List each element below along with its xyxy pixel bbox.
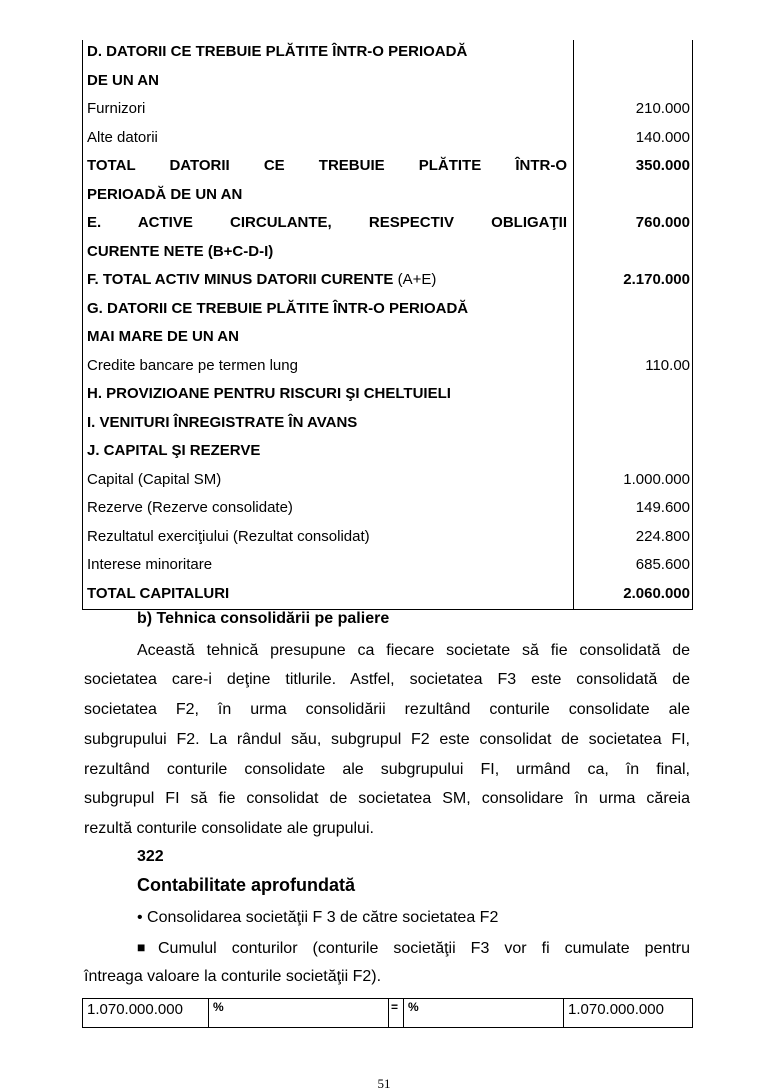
table-row xyxy=(83,95,694,123)
row-label-text: Furnizori xyxy=(87,100,146,117)
credit-account: % xyxy=(408,1000,419,1014)
cell-divider xyxy=(563,999,564,1027)
row-label xyxy=(87,437,567,465)
row-value: 2.170.000 xyxy=(623,271,690,288)
row-label-text: I. VENITURI ÎNREGISTRATE ÎN AVANS xyxy=(87,413,358,431)
section-heading: b) Tehnica consolidării pe paliere xyxy=(137,610,390,627)
table-row xyxy=(83,523,694,551)
row-label xyxy=(87,494,567,522)
row-value: 760.000 xyxy=(635,214,690,231)
table-row xyxy=(83,580,694,608)
row-label-text: CURENTE NETE (B+C-D-I) xyxy=(87,242,274,260)
debit-account: % xyxy=(213,1000,224,1014)
row-value: 2.060.000 xyxy=(623,584,690,602)
bullet-item: • Consolidarea societăţii F 3 de către societatea F2 xyxy=(137,909,499,926)
paragraph-line: subgrupul FI să fie consolidat de societatea SM, consolidare în urma căreia xyxy=(84,790,690,807)
row-label xyxy=(87,409,567,437)
row-label-suffix: (A+E) xyxy=(393,271,437,288)
row-value: 149.600 xyxy=(635,499,690,516)
row-label xyxy=(87,523,567,551)
page-number: 51 xyxy=(377,1076,391,1091)
table-row xyxy=(83,238,694,266)
table-row xyxy=(83,466,694,494)
table-row xyxy=(83,181,694,209)
balance-sheet-table xyxy=(82,40,693,610)
row-label-text: Credite bancare pe termen lung xyxy=(87,356,298,374)
equals-sign: = xyxy=(391,1000,399,1014)
row-label-text: DE UN AN xyxy=(87,71,159,89)
row-label xyxy=(87,352,567,380)
row-label xyxy=(87,580,567,608)
row-value: 140.000 xyxy=(635,128,690,146)
row-label xyxy=(87,67,567,95)
row-label-text: Interese minoritare xyxy=(87,556,213,573)
paragraph-line: subgrupului F2. La rândul său, subgrupul F2 este consolidat de societatea FI, xyxy=(84,731,690,748)
paragraph-line: societatea care-i deţine titlurile. Astfel, societatea F3 este consolidată de xyxy=(84,671,690,688)
row-label-text: E. ACTIVE CIRCULANTE, RESPECTIV OBLIGAŢII xyxy=(87,214,567,231)
row-label xyxy=(87,323,567,351)
page-reference: 322 xyxy=(137,848,164,865)
row-label xyxy=(87,124,567,152)
row-label xyxy=(87,181,567,209)
row-label xyxy=(87,238,567,266)
row-value: 685.600 xyxy=(635,556,690,573)
row-label xyxy=(87,380,567,408)
row-label-text: D. DATORII CE TREBUIE PLĂTITE ÎNTR-O PERIOADĂ xyxy=(87,43,468,60)
row-label-text: Alte datorii xyxy=(87,128,158,146)
paragraph-line: rezultă conturile consolidate ale grupului. xyxy=(84,820,374,837)
row-label-text: TOTAL CAPITALURI xyxy=(87,584,230,602)
table-row xyxy=(83,409,694,437)
bullet-item: Cumulul conturilor (conturile societăţii F3 vor fi cumulate pentru xyxy=(158,940,690,957)
row-label-text: Rezerve (Rezerve consolidate) xyxy=(87,499,293,516)
row-label xyxy=(87,95,567,123)
table-row xyxy=(83,266,694,294)
row-label-text: Capital (Capital SM) xyxy=(87,470,222,488)
paragraph-line: Această tehnică presupune ca fiecare societate să fie consolidată de xyxy=(137,642,690,659)
row-label-text: G. DATORII CE TREBUIE PLĂTITE ÎNTR-O PERIOADĂ xyxy=(87,299,469,317)
table-row xyxy=(83,551,694,579)
row-label-text: F. TOTAL ACTIV MINUS DATORII CURENTE xyxy=(87,271,394,288)
row-label-text: H. PROVIZIOANE PENTRU RISCURI ŞI CHELTUIELI xyxy=(87,385,451,402)
table-row xyxy=(83,437,694,465)
table-row xyxy=(83,124,694,152)
row-label xyxy=(87,266,567,294)
paragraph-line: societatea F2, în urma consolidării rezultând conturile consolidate ale xyxy=(84,701,690,718)
row-label xyxy=(87,295,567,323)
bullet-continuation: întreaga valoare la conturile societăţii F2). xyxy=(84,968,382,985)
table-row xyxy=(83,295,694,323)
row-label-text: MAI MARE DE UN AN xyxy=(87,328,239,345)
row-value: 350.000 xyxy=(635,157,690,174)
row-value: 210.000 xyxy=(635,100,690,117)
table-row xyxy=(83,152,694,180)
table-row xyxy=(83,67,694,95)
row-label xyxy=(87,551,567,579)
book-title: Contabilitate aprofundată xyxy=(137,875,356,895)
table-row xyxy=(83,380,694,408)
debit-amount: 1.070.000.000 xyxy=(87,1001,183,1018)
row-label-text: Rezultatul exerciţiului (Rezultat consolidat) xyxy=(87,527,370,545)
row-label-text: PERIOADĂ DE UN AN xyxy=(87,185,243,203)
row-label-text: TOTAL DATORII CE TREBUIE PLĂTITE ÎNTR-O xyxy=(87,157,567,174)
accounting-entry-table xyxy=(82,998,693,1028)
row-value: 224.800 xyxy=(635,527,690,545)
row-label xyxy=(87,466,567,494)
row-value: 110.00 xyxy=(645,356,690,374)
table-row xyxy=(83,494,694,522)
cell-divider xyxy=(403,999,404,1027)
cell-divider xyxy=(388,999,389,1027)
square-bullet-icon: ■ xyxy=(137,939,146,955)
table-row xyxy=(83,209,694,237)
row-label xyxy=(87,209,567,237)
table-row xyxy=(83,38,694,66)
row-label xyxy=(87,152,567,180)
table-row xyxy=(83,352,694,380)
row-value: 1.000.000 xyxy=(623,470,690,488)
credit-amount: 1.070.000.000 xyxy=(568,1001,664,1018)
row-label-text: J. CAPITAL ŞI REZERVE xyxy=(87,442,261,459)
row-label xyxy=(87,38,567,66)
paragraph-line: rezultând conturile consolidate ale subgrupului FI, urmând ca, în final, xyxy=(84,761,690,778)
table-row xyxy=(83,323,694,351)
cell-divider xyxy=(208,999,209,1027)
